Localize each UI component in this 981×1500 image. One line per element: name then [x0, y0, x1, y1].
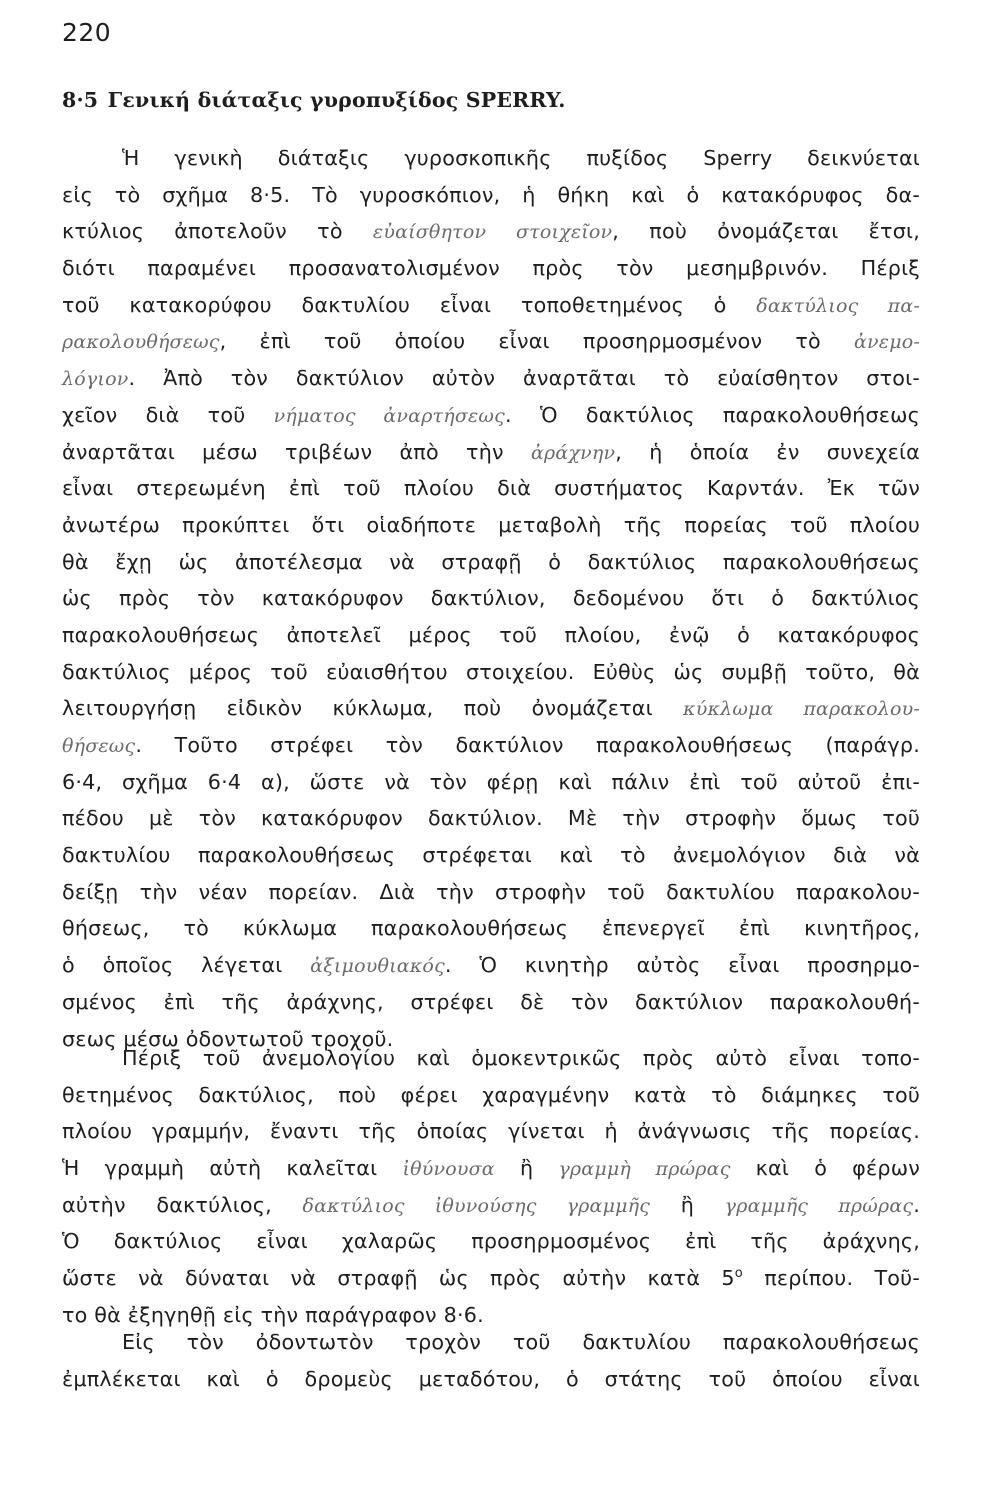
text-line: δακτυλίου παρακολουθήσεως στρέφεται καὶ τὸ ἀνεμολόγιον διὰ νὰ	[62, 843, 920, 868]
italic-term: λόγιον	[62, 368, 129, 391]
text-line: εἶναι στερεωμένη ἐπὶ τοῦ πλοίου διὰ συστήματος Καρντάν. Ἐκ τῶν	[62, 476, 920, 501]
text-line: ὁ ὁποῖος λέγεται ἀξιμουθιακός. Ὁ κινητὴρ αὐτὸς εἶναι προσηρμο-	[62, 953, 920, 978]
text-line: αὐτὴν δακτύλιος, δακτύλιος ἰθυνούσης γραμμῆς ἢ γραμμῆς πρώρας.	[62, 1192, 921, 1217]
italic-term: γραμμῆς πρώρας	[724, 1194, 914, 1217]
text-line: θήσεως. Τοῦτο στρέφει τὸν δακτύλιον παρακολουθήσεως (παράγρ.	[62, 733, 920, 757]
text-line: θήσεως, τὸ κύκλωμα παρακολουθήσεως ἐπενεργεῖ ἐπὶ κινητῆρος,	[62, 916, 920, 941]
text-line: ρακολουθήσεως, ἐπὶ τοῦ ὁποίου εἶναι προσηρμοσμένον τὸ ἀνεμο-	[62, 329, 920, 354]
italic-term: κύκλωμα παρακολου-	[683, 698, 921, 721]
italic-term: ἀξιμουθιακός	[310, 955, 445, 978]
section-heading	[62, 88, 566, 112]
paragraph-2	[62, 1040, 920, 1334]
text-line: Ὁ δακτύλιος εἶναι χαλαρῶς προσηρμοσμένος ἐπὶ τῆς ἀράχνης,	[62, 1229, 920, 1254]
text-line: Ἡ γενικὴ διάταξις γυροσκοπικῆς πυξίδος Sperry δεικνύεται	[122, 146, 920, 170]
text-line: θὰ ἔχῃ ὡς ἀποτέλεσμα νὰ στραφῇ ὁ δακτύλιος παρακολουθήσεως	[62, 549, 920, 574]
text-line: ἀναρτᾶται μέσω τριβέων ἀπὸ τὴν ἀράχνην, ἡ ὁποία ἐν συνεχεία	[62, 439, 920, 464]
italic-term: γραμμὴ πρώρας	[558, 1158, 731, 1181]
section-number: 8·5	[62, 88, 99, 112]
text-line: χεῖον διὰ τοῦ νήματος ἀναρτήσεως. Ὁ δακτύλιος παρακολουθήσεως	[62, 402, 921, 427]
italic-term: ἀράχνην	[531, 441, 616, 464]
text-line: λόγιον. Ἀπὸ τὸν δακτύλιον αὐτὸν ἀναρτᾶται τὸ εὐαίσθητον στοι-	[62, 366, 920, 391]
text-line: σεως μέσω ὀδοντωτοῦ τροχοῦ.	[62, 1026, 394, 1051]
degree-sign: o	[734, 1266, 743, 1282]
text-line: διότι παραμένει προσανατολισμένον πρὸς τὸν μεσημβρινόν. Πέριξ	[62, 256, 920, 281]
text-line: πλοίου γραμμήν, ἔναντι τῆς ὁποίας γίνεται ἡ ἀνάγνωσις τῆς πορείας.	[62, 1119, 920, 1144]
italic-term: εὐαίσθητον στοιχεῖον	[372, 221, 613, 244]
text-line: παρακολουθήσεως ἀποτελεῖ μέρος τοῦ πλοίου, ἐνῷ ὁ κατακόρυφος	[62, 622, 920, 647]
italic-term: ρακολουθήσεως	[62, 331, 220, 354]
text-line: θετημένος δακτύλιος, ποὺ φέρει χαραγμένην κατὰ τὸ διάμηκες τοῦ	[62, 1082, 920, 1107]
text-line: ἐμπλέκεται καὶ ὁ δρομεὺς μεταδότου, ὁ στάτης τοῦ ὁποίου εἶναι	[62, 1366, 920, 1391]
page-number: 220	[62, 18, 112, 47]
italic-term: ἰθύνουσα	[402, 1158, 495, 1181]
italic-term: ἀνεμο-	[854, 331, 920, 354]
text-line: λειτουργήσῃ εἰδικὸν κύκλωμα, ποὺ ὀνομάζεται κύκλωμα παρακολου-	[62, 696, 921, 721]
text-line: ἀνωτέρω προκύπτει ὅτι οἱαδήποτε μεταβολὴ τῆς πορείας τοῦ πλοίου	[62, 512, 920, 537]
text-line: 6·4, σχῆμα 6·4 α), ὥστε νὰ τὸν φέρῃ καὶ πάλιν ἐπὶ τοῦ αὐτοῦ ἐπι-	[62, 769, 920, 794]
italic-term: δακτύλιος πα-	[756, 294, 920, 317]
section-title: Γενική διάταξις γυροπυξίδος SPERRY.	[107, 88, 566, 112]
paragraph-1	[62, 140, 920, 1057]
text-line: Ἡ γραμμὴ αὐτὴ καλεῖται ἰθύνουσα ἢ γραμμὴ πρώρας καὶ ὁ φέρων	[62, 1156, 920, 1181]
text-line: κτύλιος ἀποτελοῦν τὸ εὐαίσθητον στοιχεῖον, ποὺ ὀνομάζεται ἔτσι,	[62, 219, 920, 244]
text-line: ὥστε νὰ δύναται νὰ στραφῇ ὡς πρὸς αὐτὴν κατὰ 5$^o$ περίπου. Τοῦ-	[62, 1266, 920, 1291]
text-line: σμένος ἐπὶ τῆς ἀράχνης, στρέφει δὲ τὸν δακτύλιον παρακολουθή-	[62, 989, 920, 1014]
text-line: δακτύλιος μέρος τοῦ εὐαισθήτου στοιχείου. Εὐθὺς ὡς συμβῇ τοῦτο, θὰ	[62, 659, 920, 684]
text-line: Πέριξ τοῦ ἀνεμολογίου καὶ ὁμοκεντρικῶς πρὸς αὐτὸ εἶναι τοπο-	[122, 1046, 920, 1070]
text-line: πέδου μὲ τὸν κατακόρυφον δακτύλιον. Μὲ τὴν στροφὴν ὅμως τοῦ	[62, 806, 920, 831]
text-line: τοῦ κατακορύφου δακτυλίου εἶναι τοποθετημένος ὁ δακτύλιος πα-	[62, 292, 920, 317]
italic-term: θήσεως	[62, 735, 136, 757]
italic-term: νήματος ἀναρτήσεως	[273, 404, 505, 427]
text-line: δείξῃ τὴν νέαν πορείαν. Διὰ τὴν στροφὴν τοῦ δακτυλίου παρακολου-	[62, 879, 920, 904]
text-line: το θὰ ἐξηγηθῇ εἰς τὴν παράγραφον 8·6.	[62, 1302, 484, 1327]
text-line: ὡς πρὸς τὸν κατακόρυφον δακτύλιον, δεδομένου ὅτι ὁ δακτύλιος	[62, 586, 920, 611]
text-line: εἰς τὸ σχῆμα 8·5. Τὸ γυροσκόπιον, ἡ θήκη καὶ ὁ κατακόρυφος δα-	[62, 182, 920, 207]
text-line: Εἰς τὸν ὀδοντωτὸν τροχὸν τοῦ δακτυλίου παρακολουθήσεως	[122, 1330, 920, 1354]
paragraph-3	[62, 1324, 920, 1397]
italic-term: δακτύλιος ἰθυνούσης γραμμῆς	[302, 1194, 651, 1217]
